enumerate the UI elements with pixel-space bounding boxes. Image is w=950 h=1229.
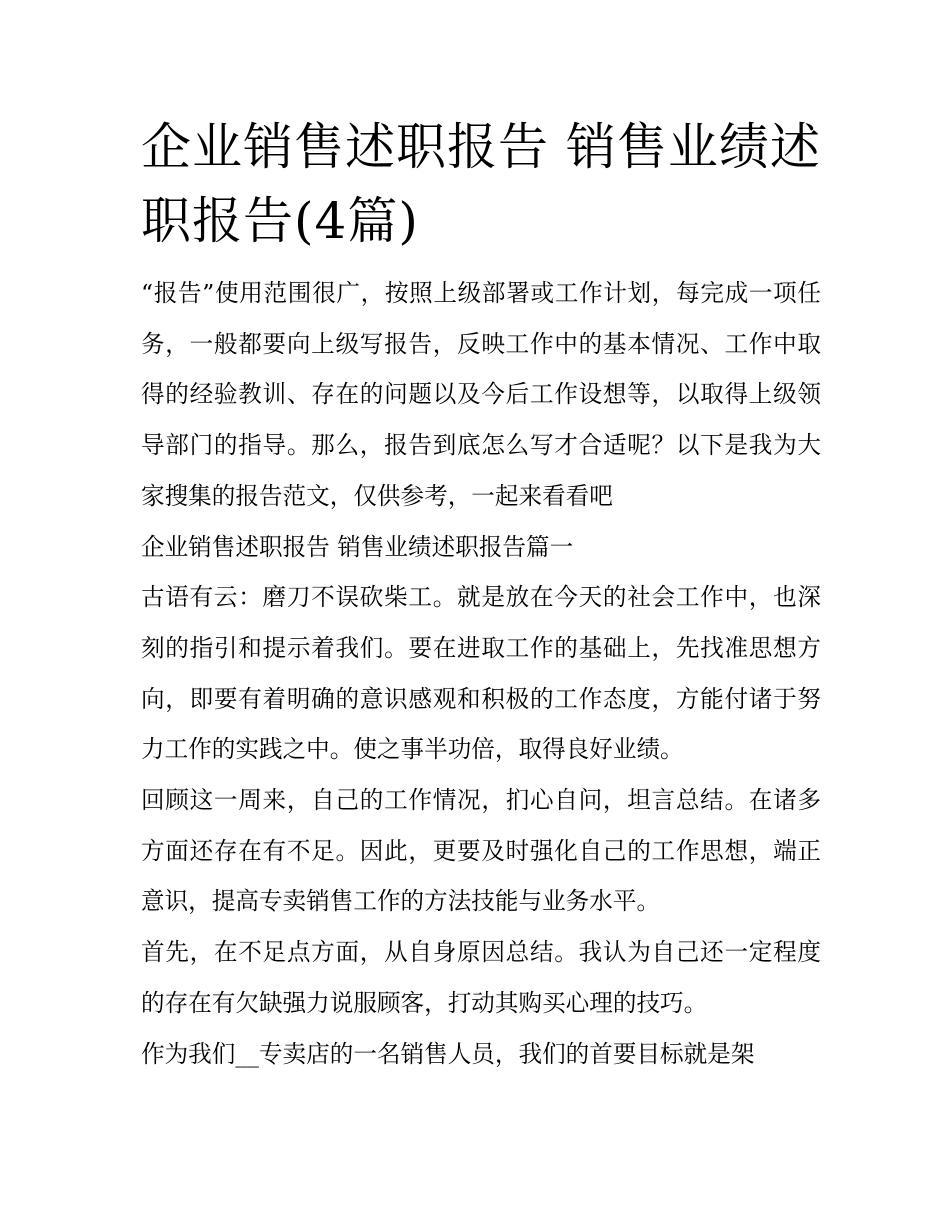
document-title: 企业销售述职报告 销售业绩述职报告(4篇)	[141, 118, 821, 250]
body-paragraph: 古语有云：磨刀不误砍柴工。就是放在今天的社会工作中，也深刻的指引和提示着我们。要在进取工作的基础上，先找准思想方向，即要有着明确的意识感观和积极的工作态度，方能付诸于努力工作的实践之中。使之事半功倍，取得良好业绩。	[141, 583, 821, 764]
body-paragraph: 作为我们__专卖店的一名销售人员，我们的首要目标就是架	[141, 1039, 755, 1068]
intro-paragraph: “报告”使用范围很广，按照上级部署或工作计划，每完成一项任务，一般都要向上级写报告，反映工作中的基本情况、工作中取得的经验教训、存在的问题以及今后工作设想等，以取得上级领导部门的指导。那么，报告到底怎么写才合适呢？以下是我为大家搜集的报告范文，仅供参考，一起来看看吧	[141, 279, 821, 510]
section-heading: 企业销售述职报告 销售业绩述职报告篇一	[141, 532, 574, 561]
document-page	[141, 110, 821, 1079]
body-paragraph: 回顾这一周来，自己的工作情况，扪心自问，坦言总结。在诸多方面还存在有不足。因此，更要及时强化自己的工作思想，端正意识，提高专卖销售工作的方法技能与业务水平。	[141, 786, 821, 916]
body-paragraph: 首先，在不足点方面，从自身原因总结。我认为自己还一定程度的存在有欠缺强力说服顾客，打动其购买心理的技巧。	[141, 938, 821, 1017]
